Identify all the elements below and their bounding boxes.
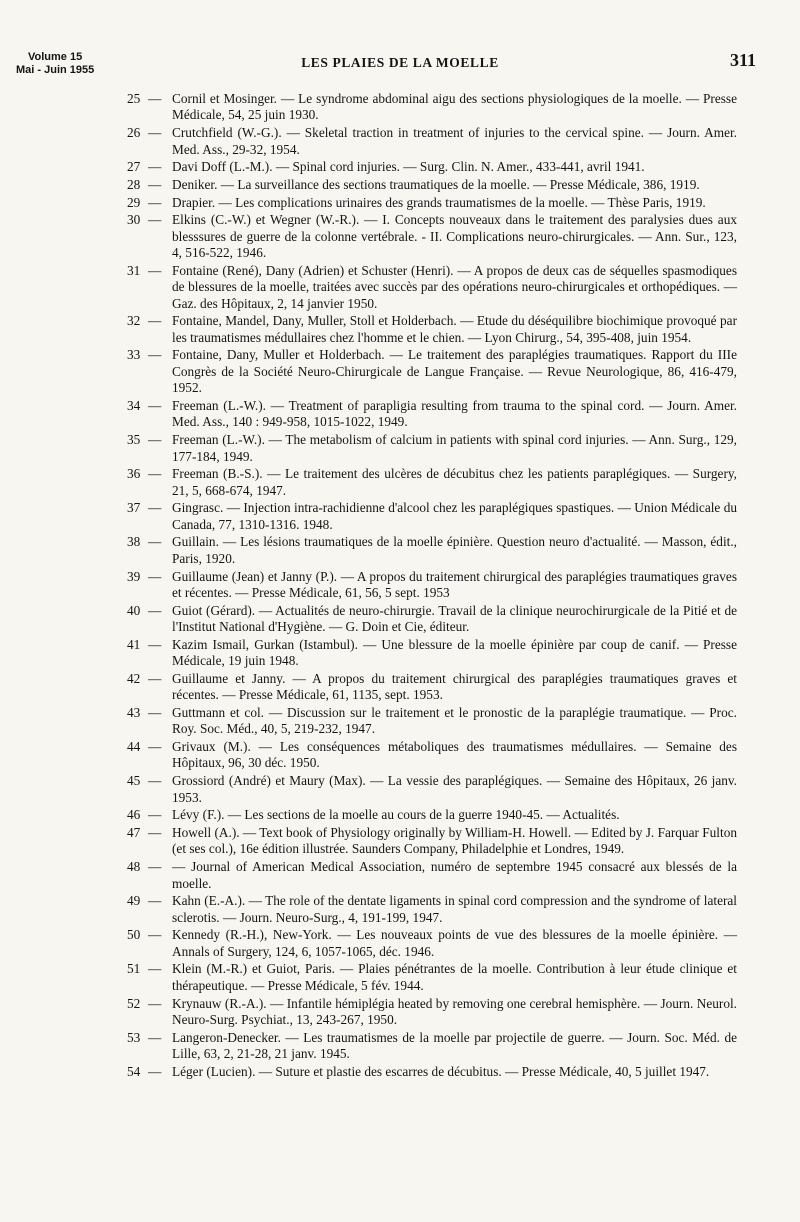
reference-text: Langeron-Denecker. — Les traumatismes de la moelle par projectile de guerre. — Journ. Soc. Méd. de Lille, 63, 2, 21-28, 21 janv. 1945.	[172, 1029, 737, 1062]
reference-item	[127, 195, 737, 211]
reference-dash: —	[148, 636, 162, 652]
reference-text: Grossiord (André) et Maury (Max). — La vessie des paraplégiques. — Semaine des Hôpitaux, 26 janv. 1953.	[172, 773, 737, 805]
reference-item	[127, 534, 737, 567]
reference-number: 51	[127, 961, 141, 977]
reference-item	[127, 347, 737, 396]
reference-text: Deniker. — La surveillance des sections traumatiques de la moelle. — Presse Médicale, 386, 1919.	[172, 176, 700, 192]
reference-item	[127, 91, 737, 124]
reference-text: Guttmann et col. — Discussion sur le traitement et le pronostic de la paraplégie traumatique. — Proc. Roy. Soc. Méd., 40, 5, 219-232, 1947.	[172, 704, 737, 737]
reference-number: 45	[127, 773, 141, 789]
reference-text: Kazim Ismail, Gurkan (Istambul). — Une blessure de la moelle épinière par coup de canif. — Presse Médicale, 19 juin 1948.	[172, 636, 737, 669]
reference-dash: —	[148, 432, 162, 448]
reference-dash: —	[148, 466, 162, 482]
reference-number: 47	[127, 825, 141, 840]
reference-number: 28	[127, 176, 141, 192]
reference-text: Gingrasc. — Injection intra-rachidienne d'alcool chez les paraplégiques spastiques. — Union Médicale du Canada, 77, 1310-1316. 1948.	[172, 500, 737, 532]
reference-number: 38	[127, 534, 141, 550]
reference-dash: —	[148, 995, 162, 1011]
reference-number: 53	[127, 1029, 141, 1045]
reference-text: Drapier. — Les complications urinaires des grands traumatismes de la moelle. — Thèse Paris, 1919.	[172, 194, 706, 210]
running-title: LES PLAIES DE LA MOELLE	[301, 55, 499, 70]
reference-text: — Journal of American Medical Association, numéro de septembre 1945 consacré aux blessés de la moelle.	[172, 859, 737, 891]
reference-dash: —	[148, 859, 162, 875]
reference-item	[127, 212, 737, 261]
reference-number: 39	[127, 568, 141, 584]
reference-number: 43	[127, 704, 141, 720]
reference-dash: —	[148, 739, 162, 755]
reference-dash: —	[148, 893, 162, 909]
reference-dash: —	[148, 91, 162, 106]
reference-dash: —	[148, 212, 162, 228]
reference-number: 48	[127, 859, 141, 875]
reference-text: Lévy (F.). — Les sections de la moelle au cours de la guerre 1940-45. — Actualités.	[172, 807, 620, 823]
reference-item	[127, 859, 737, 892]
reference-text: Cornil et Mosinger. — Le syndrome abdominal aigu des sections physiologiques de la moelle. — Presse Médicale, 54, 25 juin 1930.	[172, 91, 737, 123]
reference-dash: —	[148, 927, 162, 943]
reference-item	[127, 569, 737, 602]
reference-item	[127, 313, 737, 346]
reference-dash: —	[148, 704, 162, 720]
reference-item	[127, 1030, 737, 1063]
reference-text: Léger (Lucien). — Suture et plastie des escarres de décubitus. — Presse Médicale, 40, 5 juillet 1947.	[172, 1063, 710, 1079]
reference-number: 49	[127, 893, 141, 909]
reference-dash: —	[148, 347, 162, 363]
reference-item	[127, 807, 737, 823]
reference-dash: —	[148, 773, 162, 789]
reference-item	[127, 893, 737, 926]
reference-text: Kahn (E.-A.). — The role of the dentate ligaments in spinal cord compression and the syndrome of lateral sclerotis. — Journ. Neuro-Surg., 4, 191-199, 1947.	[172, 893, 737, 925]
reference-text: Kennedy (R.-H.), New-York. — Les nouveaux points de vue des blessures de la moelle épinière. — Annals of Surgery, 124, 6, 1057-1065, déc. 1946.	[172, 927, 737, 959]
reference-text: Fontaine (René), Dany (Adrien) et Schuster (Henri). — A propos de deux cas de séquelles spasmodiques de blessures de la moelle, traitées avec succès par des opérations neuro-chirurgicales et orthopédiques. — Gaz. des Hôpitaux, 2, 14 janvier 1950.	[172, 262, 737, 311]
reference-dash: —	[148, 176, 162, 192]
reference-dash: —	[148, 670, 162, 686]
reference-text: Guillaume et Janny. — A propos du traitement chirurgical des paraplégies traumatiques graves et récentes. — Presse Médicale, 61, 1135, sept. 1953.	[172, 670, 737, 703]
reference-dash: —	[148, 313, 162, 329]
reference-number: 34	[127, 397, 141, 413]
reference-number: 44	[127, 739, 141, 755]
reference-number: 50	[127, 927, 141, 943]
reference-text: Fontaine, Dany, Muller et Holderbach. — Le traitement des paraplégies traumatiques. Rapport du IIIe Congrès de la Société Neuro-Chirurgicale de Langue Française. — Revue Neurologique, 86, 416-479, 1952.	[172, 347, 737, 396]
reference-number: 46	[127, 807, 141, 823]
reference-text: Crutchfield (W.-G.). — Skeletal traction in treatment of injuries to the cervical spine. — Journ. Amer. Med. Ass., 29-32, 1954.	[172, 125, 737, 157]
reference-item	[127, 432, 737, 465]
reference-item	[127, 961, 737, 994]
reference-dash: —	[148, 961, 162, 977]
reference-item	[127, 177, 737, 193]
reference-text: Grivaux (M.). — Les conséquences métaboliques des traumatismes médullaires. — Semaine des Hôpitaux, 96, 30 déc. 1950.	[172, 739, 737, 771]
reference-number: 33	[127, 347, 141, 363]
reference-dash: —	[148, 807, 162, 823]
reference-text: Guillain. — Les lésions traumatiques de la moelle épinière. Question neuro d'actualité. — Masson, édit., Paris, 1920.	[172, 534, 737, 566]
reference-dash: —	[148, 602, 162, 618]
reference-number: 32	[127, 313, 141, 329]
reference-text: Freeman (B.-S.). — Le traitement des ulcères de décubitus chez les patients paraplégiques. — Surgery, 21, 5, 668-674, 1947.	[172, 466, 737, 498]
issue-date: Mai - Juin 1955	[16, 64, 95, 76]
reference-text: Krynauw (R.-A.). — Infantile hémiplégia heated by removing one cerebral hemisphère. — Journ. Neurol. Neuro-Surg. Psychiat., 13, 243-267, 1950.	[172, 995, 737, 1027]
reference-text: Klein (M.-R.) et Guiot, Paris. — Plaies pénétrantes de la moelle. Contribution à leur étude clinique et thérapeutique. — Presse Médicale, 5 fév. 1944.	[172, 961, 737, 993]
reference-number: 29	[127, 194, 141, 210]
reference-number: 26	[127, 125, 141, 141]
reference-item	[127, 705, 737, 738]
reference-number: 52	[127, 995, 141, 1011]
reference-number: 35	[127, 432, 141, 448]
reference-number: 40	[127, 602, 141, 618]
page-header	[0, 0, 800, 90]
reference-text: Guillaume (Jean) et Janny (P.). — A propos du traitement chirurgical des paraplégies traumatiques graves et récentes. — Presse Médicale, 61, 56, 5 sept. 1953	[172, 568, 737, 600]
reference-number: 42	[127, 670, 141, 686]
reference-dash: —	[148, 194, 162, 210]
reference-number: 25	[127, 91, 141, 106]
reference-item	[127, 263, 737, 312]
reference-item	[127, 125, 737, 158]
reference-item	[127, 996, 737, 1029]
reference-dash: —	[148, 500, 162, 516]
reference-text: Guiot (Gérard). — Actualités de neuro-chirurgie. Travail de la clinique neurochirurgicale de la Pitié et de l'Institut National d'Hygiène. — G. Doin et Cie, éditeur.	[172, 602, 737, 635]
reference-number: 36	[127, 466, 141, 482]
reference-number: 27	[127, 159, 141, 175]
reference-item	[127, 825, 737, 858]
reference-item	[127, 671, 737, 704]
reference-item	[127, 773, 737, 806]
reference-item	[127, 500, 737, 533]
reference-list	[127, 91, 737, 1081]
reference-dash: —	[148, 159, 162, 175]
reference-item	[127, 466, 737, 499]
reference-text: Elkins (C.-W.) et Wegner (W.-R.). — I. Concepts nouveaux dans le traitement des paralysies dues aux blesssures de guerre de la colonne vertébrale. - II. Complications neuro-chirurgicales. — Ann. Sur., 123, 4, 516-522, 1946.	[172, 212, 737, 261]
reference-dash: —	[148, 825, 162, 840]
reference-item	[127, 159, 737, 175]
reference-item	[127, 637, 737, 670]
reference-dash: —	[148, 1063, 162, 1079]
reference-number: 30	[127, 212, 141, 228]
reference-text: Freeman (L.-W.). — Treatment of parapligia resulting from trauma to the spinal cord. — Journ. Amer. Med. Ass., 140 : 949-958, 1015-1022, 1949.	[172, 397, 737, 430]
reference-text: Fontaine, Mandel, Dany, Muller, Stoll et Holderbach. — Etude du déséquilibre biochimique provoqué par les traumatismes médullaires chez l'homme et le chien. — Lyon Chirurg., 54, 395-408, juin 1954.	[172, 313, 737, 345]
reference-dash: —	[148, 262, 162, 278]
reference-item	[127, 398, 737, 431]
reference-dash: —	[148, 397, 162, 413]
volume-label: Volume 15	[28, 51, 83, 63]
reference-dash: —	[148, 125, 162, 141]
reference-text: Davi Doff (L.-M.). — Spinal cord injuries. — Surg. Clin. N. Amer., 433-441, avril 1941.	[172, 159, 645, 175]
reference-number: 31	[127, 262, 141, 278]
reference-text: Freeman (L.-W.). — The metabolism of calcium in patients with spinal cord injuries. — Ann. Surg., 129, 177-184, 1949.	[172, 432, 737, 464]
reference-item	[127, 1064, 737, 1080]
page-number: 311	[729, 50, 756, 70]
reference-item	[127, 739, 737, 772]
reference-text: Howell (A.). — Text book of Physiology originally by William-H. Howell. — Edited by J. Farquar Fulton (et ses col.), 16e édition illustrée. Saunders Company, Philadelphie et Londres, 1949.	[172, 825, 737, 857]
reference-dash: —	[148, 534, 162, 550]
reference-dash: —	[148, 1029, 162, 1045]
reference-item	[127, 927, 737, 960]
reference-number: 54	[127, 1063, 141, 1079]
reference-dash: —	[148, 568, 162, 584]
reference-number: 41	[127, 636, 141, 652]
reference-number: 37	[127, 500, 141, 516]
reference-item	[127, 603, 737, 636]
